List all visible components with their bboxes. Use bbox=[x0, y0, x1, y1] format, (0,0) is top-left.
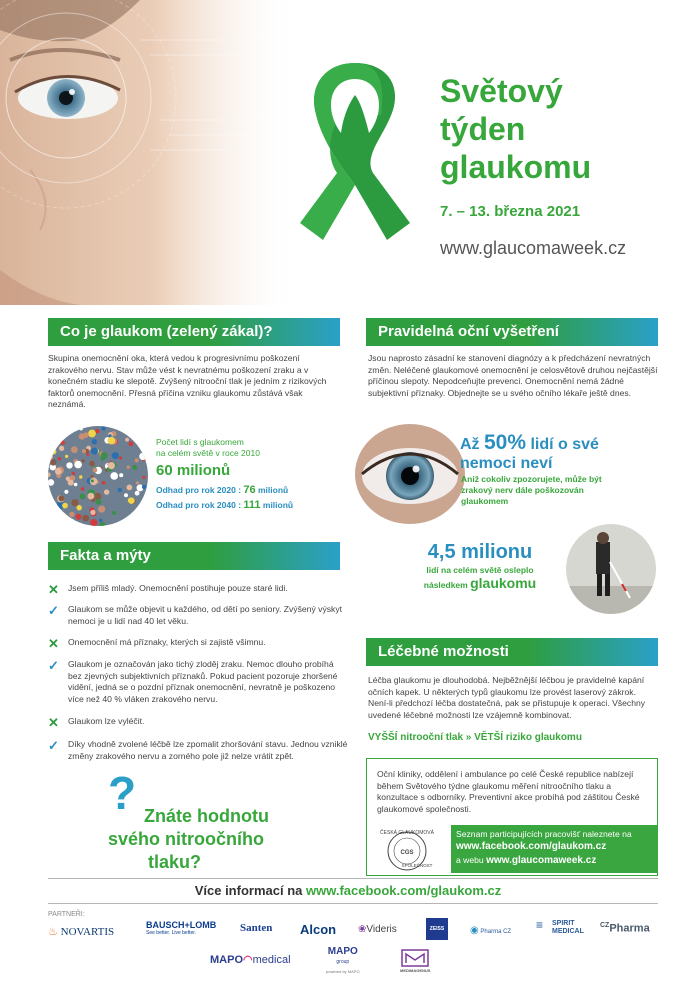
svg-text:CGS: CGS bbox=[400, 850, 414, 856]
glaukom-description: Skupina onemocnění oka, která vedou k progresivnímu poškození zrakového nervu. Stav může vést k nevratnému poškození zraku a v konečném stadiu ke slepotě. Zvýšený nitrooční tlak je jedním z rizikových faktorů onemocnění. Přesná příčina vzniku glaukomu zůstává však neznámá. bbox=[48, 353, 327, 410]
cross-icon: ✕ bbox=[48, 636, 59, 651]
fifty-percent-stat: Až 50% lidí o své nemoci neví bbox=[460, 431, 599, 472]
participants-banner: Seznam participujících pracovišť naleznete na www.facebook.com/glaukom.cz a webu www.glaucomaweek.cz bbox=[451, 825, 657, 873]
cgs-society-logo bbox=[373, 825, 441, 873]
pressure-risk-slogan: VYŠŠÍ nitrooční tlak » VĚTŠÍ riziko glaukomu bbox=[368, 732, 582, 743]
m-square-icon bbox=[400, 949, 430, 967]
partners-label: PARTNEŘI: bbox=[48, 911, 85, 918]
section-heading-vysetreni: Pravidelná oční vyšetření bbox=[366, 318, 658, 346]
mapo-medical-logo: MAPO◠medical bbox=[210, 954, 291, 966]
facebook-footer-link[interactable]: www.facebook.com/glaukom.cz bbox=[305, 883, 502, 898]
section-heading-glaukom: Co je glaukom (zelený zákal)? bbox=[48, 318, 340, 346]
spirit-stripes-icon: ≡ bbox=[536, 918, 544, 932]
czpharma-logo: $^{CZ}$Pharma bbox=[600, 922, 650, 935]
alcon-logo: Alcon bbox=[300, 922, 337, 937]
vysetreni-description: Jsou naprosto zásadní ke stanovení diagnózy a k předcházení nevratných změn. Neléčené glaukomové onemocnění je celosvětově druhou nejčastější příčinou slepoty. Nepodceňujte prevenci. Onemocnění nemá žádné subjektivní příznaky. Objednejte se u svého očního lékaře ještě dnes. bbox=[368, 353, 658, 398]
stats-label: Počet lidí s glaukomem bbox=[156, 437, 244, 447]
mapo-swoosh-icon: ◠ bbox=[243, 954, 253, 966]
cross-icon: ✕ bbox=[48, 715, 59, 730]
eye-face-image bbox=[0, 0, 300, 305]
divider bbox=[48, 878, 658, 879]
blindness-line: lidí na celém světě osleplo bbox=[426, 565, 534, 575]
website-link[interactable]: www.glaucomaweek.cz bbox=[486, 855, 597, 866]
check-icon: ✓ bbox=[48, 658, 59, 673]
campaign-info-text: Oční kliniky, oddělení i ambulance po celé České republice nabízejí během Světového týdne glaukomu měření nitroočního tlaku a konzultace s odborníky. Preventivní akce probíhá pod záštitou České glaukomové společnosti. bbox=[377, 769, 640, 814]
green-ribbon-icon bbox=[285, 55, 425, 255]
eye-closeup-photo bbox=[355, 424, 465, 524]
hero-banner bbox=[0, 0, 696, 305]
crowd-photo bbox=[48, 426, 148, 526]
pharmacz-logo: ◉ Pharma CZ bbox=[470, 925, 512, 936]
section-heading-fakta: Fakta a mýty bbox=[48, 542, 340, 570]
novartis-logo: ♨ NOVARTIS bbox=[48, 926, 115, 938]
check-icon: ✓ bbox=[48, 603, 59, 618]
event-url[interactable]: www.glaucomaweek.cz bbox=[440, 238, 627, 258]
svg-text:SPOLEČNOST: SPOLEČNOST bbox=[401, 863, 433, 868]
blindness-stat bbox=[400, 540, 560, 592]
stats-2010-value: 60 milionů bbox=[156, 462, 231, 479]
lecba-description: Léčba glaukomu je dlouhodobá. Nejběžnější léčbou je pravidelné kapání očních kapek. U některých typů glaukomu lze provést laserový zákrok. Není-li předchozí léčba dostatečná, pak se přistupuje k operaci. Všechny uvedené léčebné možnosti lze vzájemně kombinovat. bbox=[368, 675, 646, 720]
section-heading-lecba: Léčebné možnosti bbox=[366, 638, 658, 666]
campaign-info-box bbox=[366, 758, 658, 876]
event-dates: 7. – 13. března 2021 bbox=[440, 203, 581, 220]
santen-logo: Santen bbox=[240, 922, 273, 934]
cross-icon: ✕ bbox=[48, 582, 59, 597]
bausch-lomb-logo: BAUSCH+LOMB See better. Live better. bbox=[146, 920, 217, 936]
blind-walker-photo bbox=[566, 524, 656, 614]
blindness-line: následkem glaukomu bbox=[423, 575, 537, 591]
facebook-link[interactable]: www.facebook.com/glaukom.cz bbox=[456, 841, 607, 852]
hero-title bbox=[440, 72, 591, 186]
zeiss-logo: ZEISS bbox=[426, 918, 448, 940]
spirit-medical-logo: ≡ SPIRIT MEDICAL bbox=[536, 918, 584, 935]
videris-flower-icon: ❀ bbox=[358, 924, 367, 935]
mapo-group-logo: MAPO group powered by MAPO bbox=[326, 946, 360, 974]
stats-label: na celém světě v roce 2010 bbox=[156, 448, 260, 458]
hero-title-line: glaukomu bbox=[440, 149, 592, 185]
divider bbox=[48, 903, 658, 904]
check-icon: ✓ bbox=[48, 738, 59, 753]
fifty-percent-note: Aniž cokoliv zpozorujete, může být zrakový nerv dále poškozován glaukomem bbox=[461, 474, 602, 506]
medimagenus-logo: MEDIMAGENUS bbox=[400, 949, 430, 973]
pharmacz-circle-icon: ◉ bbox=[470, 925, 479, 936]
hero-title-line: týden bbox=[440, 111, 526, 147]
novartis-flame-icon: ♨ bbox=[48, 926, 58, 938]
stats-estimate-2020: Odhad pro rok 2020 : 76 milionů bbox=[156, 484, 289, 496]
glaucoma-stats bbox=[156, 437, 293, 511]
videris-logo: ❀Videris bbox=[358, 924, 397, 935]
blindness-number: 4,5 milionu bbox=[427, 541, 533, 563]
hero-title-line: Světový bbox=[440, 73, 563, 109]
svg-text:ČESKÁ GLAUKOMOVÁ: ČESKÁ GLAUKOMOVÁ bbox=[380, 830, 434, 836]
question-mark-icon: ? bbox=[108, 767, 137, 819]
stats-estimate-2040: Odhad pro rok 2040 : 111 milionů bbox=[156, 499, 294, 511]
more-info: Více informací na www.facebook.com/glaukom.cz bbox=[194, 883, 502, 898]
